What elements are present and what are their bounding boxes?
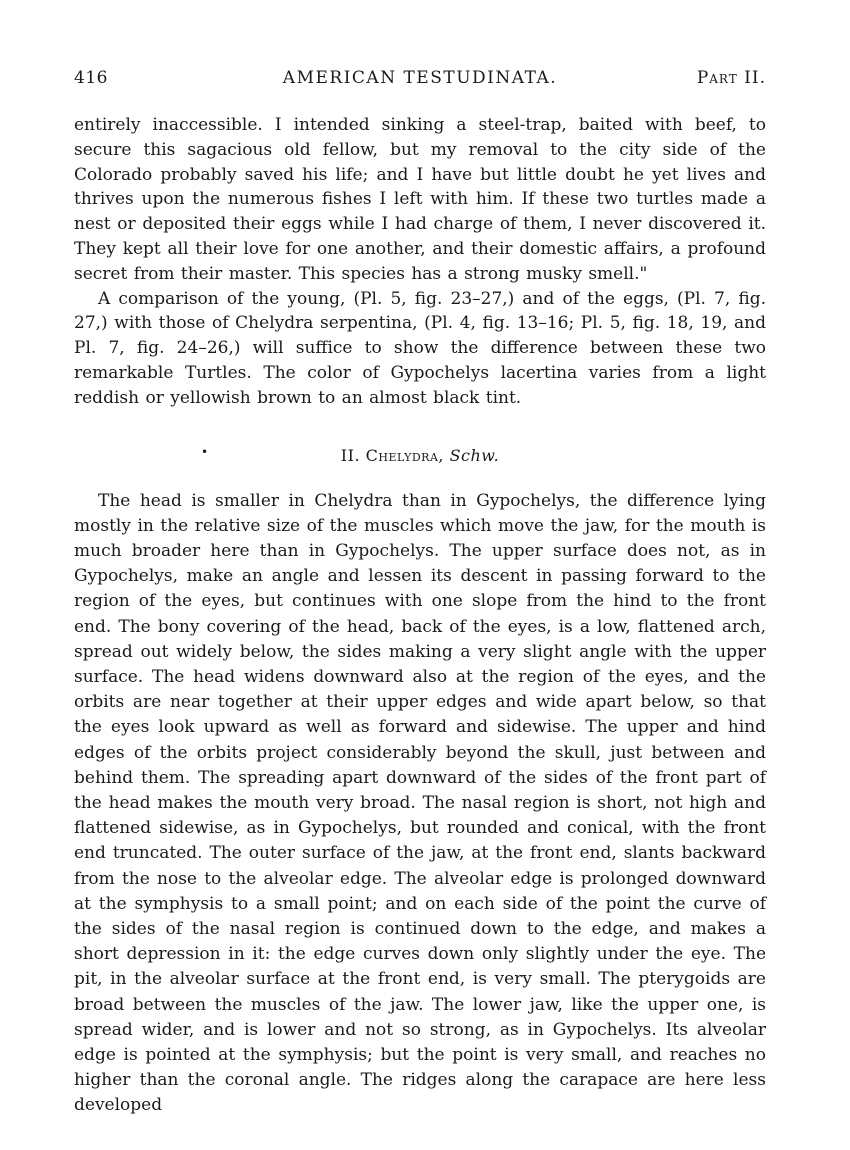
section-genus: Chelydra,: [365, 445, 444, 465]
stray-mark: •: [201, 444, 209, 459]
section-heading: [74, 445, 766, 467]
page: [74, 68, 766, 1119]
paragraph-comparison: A comparison of the young, (Pl. 5, fig. 23–27,) and of the eggs, (Pl. 7, fig. 27,) with those of Chelydra serpentina, (Pl. 4, fig. 13–16; Pl. 5, fig. 18, 19, and Pl. 7, fig. 24–26,) will suffice to show the difference between these two remarkable Turtles. The color of Gypochelys lacertina varies from a light reddish or yellowish brown to an almost black tint.: [74, 288, 766, 408]
part-label: Part II.: [696, 68, 766, 88]
section-authority: Schw.: [449, 445, 500, 465]
running-head: [74, 68, 766, 96]
page-number: 416: [74, 68, 108, 88]
paragraph-head-description: The head is smaller in Chelydra than in Gypochelys, the difference lying mostly in the relative size of the muscles which move the jaw, for the mouth is much broader here than in Gypochelys. The upper surface does not, as in Gypochelys, make an angle and lessen its descent in passing forward to the region of the eyes, but continues with one slope from the hind to the front end. The bony covering of the head, back of the eyes, is a low, flattened arch, spread out widely below, the sides making a very slight angle with the upper surface. The head widens downward also at the region of the eyes, and the orbits are near together at their upper edges and wide apart below, so that the eyes look upward as well as forward and sidewise. The upper and hind edges of the orbits project considerably beyond the skull, just between and behind them. The spreading apart downward of the sides of the front part of the head makes the mouth very broad. The nasal region is short, not high and flattened sidewise, as in Gypochelys, but rounded and conical, with the front end truncated. The outer surface of the jaw, at the front end, slants backward from the nose to the alveolar edge. The alveolar edge is prolonged downward at the symphysis to a small point; and on each side of the point the curve of the sides of the nasal region is continued down to the edge, and makes a short depression in it: the edge curves down only slightly under the eye. The pit, in the alveolar surface at the front end, is very small. The pterygoids are broad between the muscles of the jaw. The lower jaw, like the upper one, is spread wider, and is lower and not so strong, as in Gypochelys. Its alveolar edge is pointed at the symphysis; but the point is very small, and reaches no higher than the coronal angle. The ridges along the carapace are here less developed: [74, 490, 766, 1116]
section-numeral: II.: [340, 445, 361, 465]
running-title: AMERICAN TESTUDINATA.: [282, 68, 558, 88]
paragraph-quote-end: entirely inaccessible. I intended sinking a steel-trap, baited with beef, to secure this sagacious old fellow, but my removal to the city side of the Colorado probably saved his life; and I have but little doubt he yet lives and thrives upon the numerous fishes I left with him. If these two turtles made a nest or deposited their eggs while I had charge of them, I never discovered it. They kept all their love for one another, and their domestic affairs, a profound secret from their master. This species has a strong musky smell.": [74, 115, 766, 284]
